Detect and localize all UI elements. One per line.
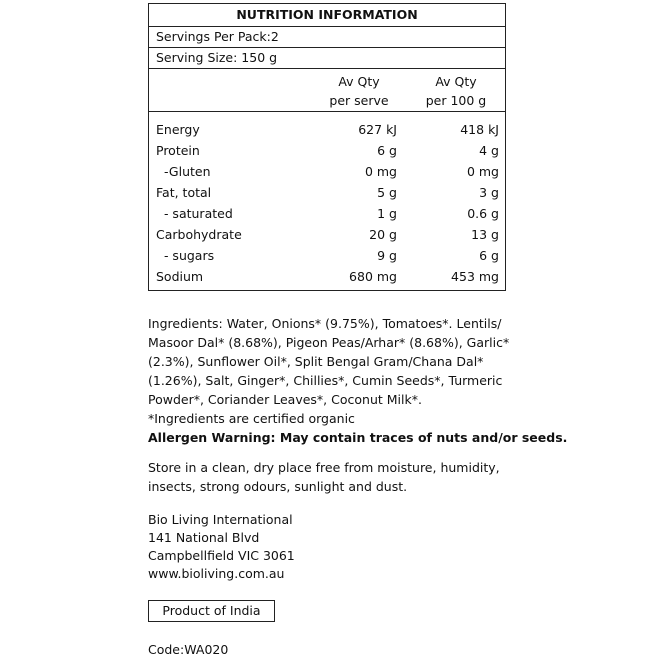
nutrient-per-serve: 1 g [377,206,397,221]
nutrient-name: - saturated [156,206,233,221]
column-header-per-serve: Av Qty per serve [329,74,389,108]
nutrient-name: Sodium [156,269,204,284]
street-address: 141 National Blvd [148,530,260,545]
nutrient-row-energy [149,119,505,140]
nutrient-per-100g: 6 g [479,248,499,263]
nutrient-row-fat-total [149,182,505,203]
city-address: Campbellfield VIC 3061 [148,548,295,563]
ingredients-line: (2.3%), Sunflower Oil*, Split Bengal Gram/Chana Dal* [148,354,484,369]
nutrient-per-100g: 4 g [479,143,499,158]
nutrient-per-100g: 418 kJ [460,122,499,137]
website: www.bioliving.com.au [148,566,285,581]
nutrient-row-sodium [149,266,505,287]
ingredients-line: Powder*, Coriander Leaves*, Coconut Milk*. [148,392,422,407]
nutrient-name: -Gluten [156,164,211,179]
company-address [148,511,295,583]
serving-size: Serving Size: 150 g [149,48,505,69]
nutrition-column-headers [149,69,505,112]
nutrient-per-serve: 6 g [377,143,397,158]
nutrient-name: Protein [156,143,200,158]
nutrient-per-100g: 453 mg [451,269,499,284]
nutrient-per-100g: 3 g [479,185,499,200]
nutrient-row-gluten [149,161,505,182]
ingredients-block [148,314,568,447]
nutrient-row-carbohydrate [149,224,505,245]
storage-line: Store in a clean, dry place free from moisture, humidity, [148,460,500,475]
product-code: Code:WA020 [148,642,229,657]
storage-instructions [148,458,528,496]
nutrient-per-serve: 20 g [369,227,397,242]
nutrient-row-sugars [149,245,505,266]
nutrient-row-saturated [149,203,505,224]
nutrient-name: Fat, total [156,185,212,200]
nutrient-row-protein [149,140,505,161]
nutrient-per-serve: 627 kJ [358,122,397,137]
nutrient-per-100g: 13 g [471,227,499,242]
ingredients-line: Masoor Dal* (8.68%), Pigeon Peas/Arhar* (8.68%), Garlic* [148,335,510,350]
nutrient-name: Energy [156,122,200,137]
servings-per-pack: Servings Per Pack:2 [149,27,505,48]
country-of-origin: Product of India [148,600,275,622]
ingredients-line: Ingredients: Water, Onions* (9.75%), Tomatoes*. Lentils/ [148,316,502,331]
organic-note: *Ingredients are certified organic [148,411,355,426]
nutrition-rows [149,112,505,287]
nutrient-per-serve: 680 mg [349,269,397,284]
nutrient-per-serve: 5 g [377,185,397,200]
nutrient-per-100g: 0.6 g [467,206,499,221]
company-name: Bio Living International [148,512,293,527]
storage-line: insects, strong odours, sunlight and dust. [148,479,408,494]
nutrient-name: Carbohydrate [156,227,242,242]
nutrient-name: - sugars [156,248,215,263]
allergen-warning: Allergen Warning: May contain traces of nuts and/or seeds. [148,430,568,445]
nutrient-per-serve: 0 mg [364,164,397,179]
column-header-per-100g: Av Qty per 100 g [425,74,487,108]
ingredients-line: (1.26%), Salt, Ginger*, Chillies*, Cumin Seeds*, Turmeric [148,373,503,388]
nutrition-panel [148,3,506,291]
nutrient-per-serve: 9 g [377,248,397,263]
nutrition-title: NUTRITION INFORMATION [149,4,505,27]
nutrient-per-100g: 0 mg [466,164,499,179]
